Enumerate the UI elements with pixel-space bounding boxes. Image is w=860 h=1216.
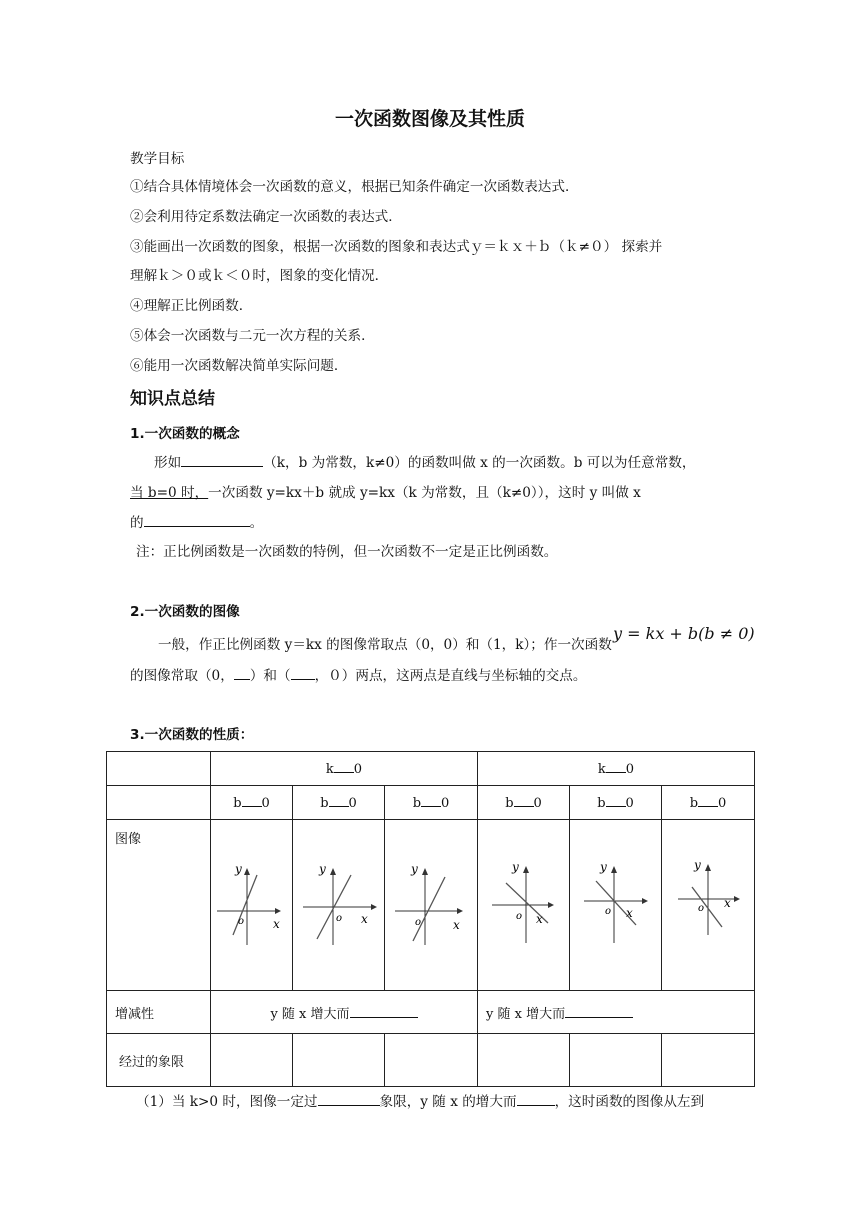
b-header-cell: b 0 (385, 786, 478, 820)
section1-text: 的 (130, 515, 144, 531)
section2-line1: 一般，作正比例函数 y＝kx 的图像常取点（0，0）和（1，k）；作一次函数 (158, 637, 612, 653)
objectives-heading: 教学目标 (130, 151, 185, 167)
table-row (107, 820, 755, 991)
x-axis-label: x (360, 912, 368, 926)
section1-text: （k，b 为常数，k≠0）的函数叫做 x 的一次函数。b 可以为任意常数， (263, 455, 696, 471)
section1-heading: 1.一次函数的概念 (130, 426, 240, 442)
line-graph-k-neg-b-pos (484, 853, 564, 953)
y-axis-label: y (511, 860, 519, 874)
x-axis-label: x (272, 917, 280, 931)
graph-cell (570, 820, 662, 991)
section1-text: 形如 (154, 455, 182, 471)
k-header-cell: k 0 (478, 752, 755, 786)
origin-label: o (698, 903, 705, 914)
x-axis-label: x (453, 918, 460, 932)
answer-blank[interactable] (514, 794, 534, 807)
quadrant-answer-cell[interactable] (570, 1034, 662, 1087)
section2-line2 (130, 664, 586, 684)
x-axis-label: x (535, 912, 543, 926)
line-graph-k-pos-b-zero (299, 853, 379, 953)
quadrant-answer-cell[interactable] (211, 1034, 293, 1087)
section1-text: 一次函数 y=kx＋b 就成 y=kx（k 为常数，且（k≠0）），这时 y 叫做 x (208, 485, 641, 501)
answer-blank[interactable] (334, 760, 354, 773)
table-row (107, 752, 755, 786)
footer-line (136, 1090, 704, 1110)
table-cell (107, 786, 211, 820)
origin-label: o (237, 916, 244, 927)
section1-line2 (130, 481, 641, 501)
y-axis-label: y (234, 862, 242, 876)
table-row (107, 1034, 755, 1087)
objective-item: ①结合具体情境体会一次函数的意义，根据已知条件确定一次函数表达式． (130, 179, 579, 195)
section1-underlined-text: 当 b=0 时， (130, 485, 209, 501)
b-header-cell: b 0 (662, 786, 755, 820)
line-graph-k-neg-b-zero (576, 853, 656, 953)
section2-text: 的图像常取（0， (130, 668, 234, 684)
answer-blank[interactable] (350, 1005, 418, 1018)
b-header-cell: b 0 (478, 786, 570, 820)
answer-blank[interactable] (242, 794, 262, 807)
graph-cell (478, 820, 570, 991)
section2-text: ，０）两点，这两点是直线与坐标轴的交点。 (314, 668, 587, 684)
section1-line3 (130, 511, 263, 531)
k-header-cell: k 0 (211, 752, 478, 786)
y-axis-label: y (411, 862, 418, 876)
footer-text: 象限，y 随 x 的增大而 (379, 1094, 517, 1110)
row-label-image: 图像 (107, 820, 211, 991)
section2-text: ）和（ (249, 668, 291, 684)
graph-cell (211, 820, 293, 991)
y-axis-label: y (599, 860, 607, 874)
monotonicity-cell: y 随 x 增大而 (478, 991, 755, 1034)
objective-item: ⑤体会一次函数与二元一次方程的关系． (130, 328, 375, 344)
quadrant-answer-cell[interactable] (385, 1034, 478, 1087)
line-graph-k-pos-b-pos (213, 853, 291, 953)
table-cell (107, 752, 211, 786)
monotonicity-cell: y 随 x 增大而 (211, 991, 478, 1034)
origin-label: o (604, 906, 611, 917)
graph-cell (662, 820, 755, 991)
objective-item: ⑥能用一次函数解决简单实际问题． (130, 358, 348, 374)
answer-blank[interactable] (517, 1091, 555, 1106)
x-axis-label: x (625, 906, 633, 920)
quadrant-answer-cell[interactable] (478, 1034, 570, 1087)
answer-blank[interactable] (698, 794, 718, 807)
graph-cell (385, 820, 478, 991)
b-header-cell: b 0 (293, 786, 385, 820)
b-header-cell: b 0 (211, 786, 293, 820)
quadrant-answer-cell[interactable] (293, 1034, 385, 1087)
section2-heading: 2.一次函数的图像 (130, 604, 240, 620)
objective-item: ③能画出一次函数的图象，根据一次函数的图象和表达式ｙ＝ｋｘ＋ｂ（ｋ≠０） 探索并 (130, 239, 663, 255)
row-label-quadrants: 经过的象限 (107, 1034, 211, 1087)
quadrant-answer-cell[interactable] (662, 1034, 755, 1087)
section1-note: 注：正比例函数是一次函数的特例，但一次函数不一定是正比例函数。 (136, 544, 558, 560)
line-graph-k-neg-b-neg (668, 853, 748, 953)
answer-blank[interactable] (181, 452, 263, 467)
page-title: 一次函数图像及其性质 (334, 108, 525, 130)
properties-table (106, 751, 755, 1087)
y-axis-label: y (694, 858, 701, 872)
answer-blank[interactable] (234, 665, 250, 680)
answer-blank[interactable] (565, 1005, 633, 1018)
b-header-cell: b 0 (570, 786, 662, 820)
section3-heading: 3.一次函数的性质： (130, 727, 254, 743)
formula: y = kx + b(b ≠ 0) (613, 624, 755, 643)
table-row (107, 991, 755, 1034)
answer-blank[interactable] (144, 512, 250, 527)
table-row (107, 786, 755, 820)
row-label-monotonicity: 增减性 (107, 991, 211, 1034)
section1-text: 。 (249, 515, 264, 531)
answer-blank[interactable] (318, 1091, 380, 1106)
y-axis-label: y (318, 862, 326, 876)
section1-line1 (154, 451, 696, 471)
objective-item: ④理解正比例函数． (130, 298, 253, 314)
footer-text: ，这时函数的图像从左到 (554, 1094, 705, 1110)
origin-label: o (335, 913, 342, 924)
objective-item: 理解ｋ＞０或ｋ＜０时，图象的变化情况． (130, 268, 389, 284)
answer-blank[interactable] (421, 794, 441, 807)
origin-label: o (415, 917, 422, 928)
x-axis-label: x (724, 896, 731, 910)
objective-item: ②会利用待定系数法确定一次函数的表达式． (130, 209, 402, 225)
footer-text: （1）当 k>0 时，图像一定过 (136, 1094, 318, 1110)
answer-blank[interactable] (606, 794, 626, 807)
origin-label: o (515, 911, 522, 922)
line-graph-k-pos-b-neg (391, 853, 471, 953)
answer-blank[interactable] (329, 794, 349, 807)
summary-heading: 知识点总结 (130, 389, 215, 409)
graph-cell (293, 820, 385, 991)
answer-blank[interactable] (606, 760, 626, 773)
answer-blank[interactable] (291, 665, 315, 680)
